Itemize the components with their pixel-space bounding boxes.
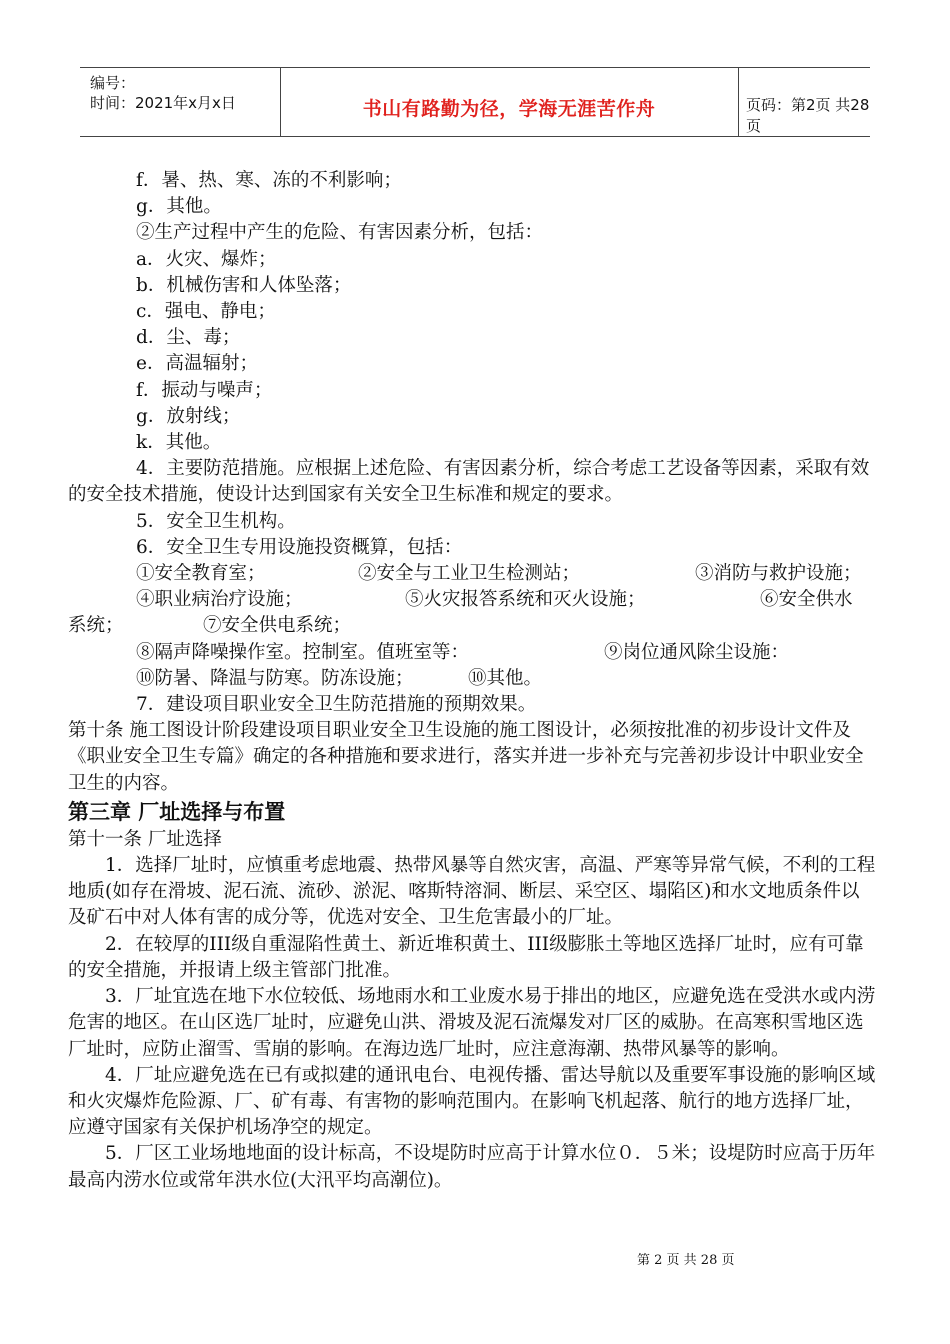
chapter-heading: 第三章 厂址选择与布置	[68, 799, 286, 824]
list-heading: ②生产过程中产生的危险、有害因素分析，包括：	[136, 222, 544, 244]
paragraph-organization: 5．安全卫生机构。	[136, 510, 296, 532]
list-item: d．尘、毒；	[136, 327, 241, 349]
article-11-heading: 第十一条 厂址选择	[68, 828, 222, 850]
header-meta-cell	[80, 68, 281, 136]
facility-item: ⑦安全供电系统；	[203, 615, 352, 637]
list-item: k．其他。	[136, 432, 222, 454]
article-10: 第十条 施工图设计阶段建设项目职业安全卫生设施的施工图设计，必须按批准的初步设计文件及《职业安全卫生专篇》确定的各种措施和要求进行，落实并进一步补充与完善初步设计中职业安全卫生的内容。	[68, 720, 864, 794]
facility-item: ⑨岗位通风除尘设施：	[604, 641, 790, 663]
list-item: g．其他。	[136, 196, 222, 218]
header-page-cell	[738, 68, 870, 136]
list-item: c．强电、静电；	[136, 301, 276, 323]
list-item: a．火灾、爆炸；	[136, 248, 277, 270]
facility-item: ④职业病治疗设施；	[136, 589, 303, 611]
facility-item: ⑤火灾报答系统和灭火设施；	[405, 589, 646, 611]
site-selection-item: 1．选择厂址时，应慎重考虑地震、热带风暴等自然灾害，高温、严寒等异常气候，不利的工程地质(如存在滑坡、泥石流、流砂、淤泥、喀斯特溶洞、断层、采空区、塌陷区)和水文地质条件以及矿石中对人体有害的成分等，优选对安全、卫生危害最小的厂址。	[68, 855, 876, 929]
list-item: f．振动与噪声；	[136, 379, 273, 401]
paragraph-investment: 6．安全卫生专用设施投资概算，包括：	[136, 536, 463, 558]
header-page-info: 页码：第2页 共28页	[746, 96, 870, 135]
facility-item: ⑩其他。	[468, 667, 543, 689]
facility-item: ⑧隔声降噪操作室。控制室。值班室等：	[136, 641, 470, 663]
document-time-label: 时间：2021年x月x日	[90, 94, 236, 112]
header-motto: 书山有路勤为径，学海无涯苦作舟	[362, 98, 656, 120]
facility-row	[68, 613, 876, 639]
facility-item: ①安全教育室；	[136, 563, 266, 585]
facility-item: ③消防与救护设施；	[695, 563, 862, 585]
facility-item: 系统；	[68, 615, 124, 637]
paragraph-measures: 4．主要防范措施。应根据上述危险、有害因素分析，综合考虑工艺设备等因素，采取有效的安全技术措施，使设计达到国家有关安全卫生标准和规定的要求。	[68, 458, 870, 506]
page-header	[80, 67, 870, 137]
list-item: e．高温辐射；	[136, 353, 258, 375]
facility-row	[68, 640, 876, 666]
facility-item: ⑩防暑、降温与防寒。防冻设施；	[136, 667, 414, 689]
document-body	[68, 168, 876, 1194]
facility-row	[68, 561, 876, 587]
site-selection-item: 4．厂址应避免选在已有或拟建的通讯电台、电视传播、雷达导航以及重要军事设施的影响区域和火灾爆炸危险源、厂、矿有毒、有害物的影响范围内。在影响飞机起落、航行的地方选择厂址，应遵守国家有关保护机场净空的规定。	[68, 1064, 876, 1139]
list-item: f．暑、热、寒、冻的不利影响；	[136, 170, 402, 191]
header-motto-cell	[280, 68, 739, 136]
footer-page-number: 第 2 页 共 28 页	[637, 1253, 735, 1268]
facility-row	[68, 587, 876, 613]
site-selection-item: 5．厂区工业场地地面的设计标高，不设堤防时应高于计算水位０．５米；设堤防时应高于历年最高内涝水位或常年洪水位(大汛平均高潮位)。	[68, 1143, 876, 1191]
facility-row	[68, 666, 876, 692]
document-number-label: 编号：	[90, 74, 136, 92]
site-selection-item: 2．在较厚的III级自重湿陷性黄土、新近堆积黄土、III级膨胀土等地区选择厂址时，应有可靠的安全措施，并报请上级主管部门批准。	[68, 933, 864, 981]
facility-item: ⑥安全供水	[760, 589, 853, 611]
paragraph-effect: 7．建设项目职业安全卫生防范措施的预期效果。	[136, 694, 537, 716]
site-selection-item: 3．厂址宜选在地下水位较低、场地雨水和工业废水易于排出的地区，应避免选在受洪水或内涝危害的地区。在山区选厂址时，应避免山洪、滑坡及泥石流爆发对厂区的威胁。在高寒积雪地区选厂址时，应防止溜雪、雪崩的影响。在海边选厂址时，应注意海潮、热带风暴等的影响。	[68, 986, 876, 1060]
facility-item: ②安全与工业卫生检测站；	[358, 563, 581, 585]
list-item: g．放射线；	[136, 405, 241, 427]
list-item: b．机械伤害和人体坠落；	[136, 274, 352, 296]
